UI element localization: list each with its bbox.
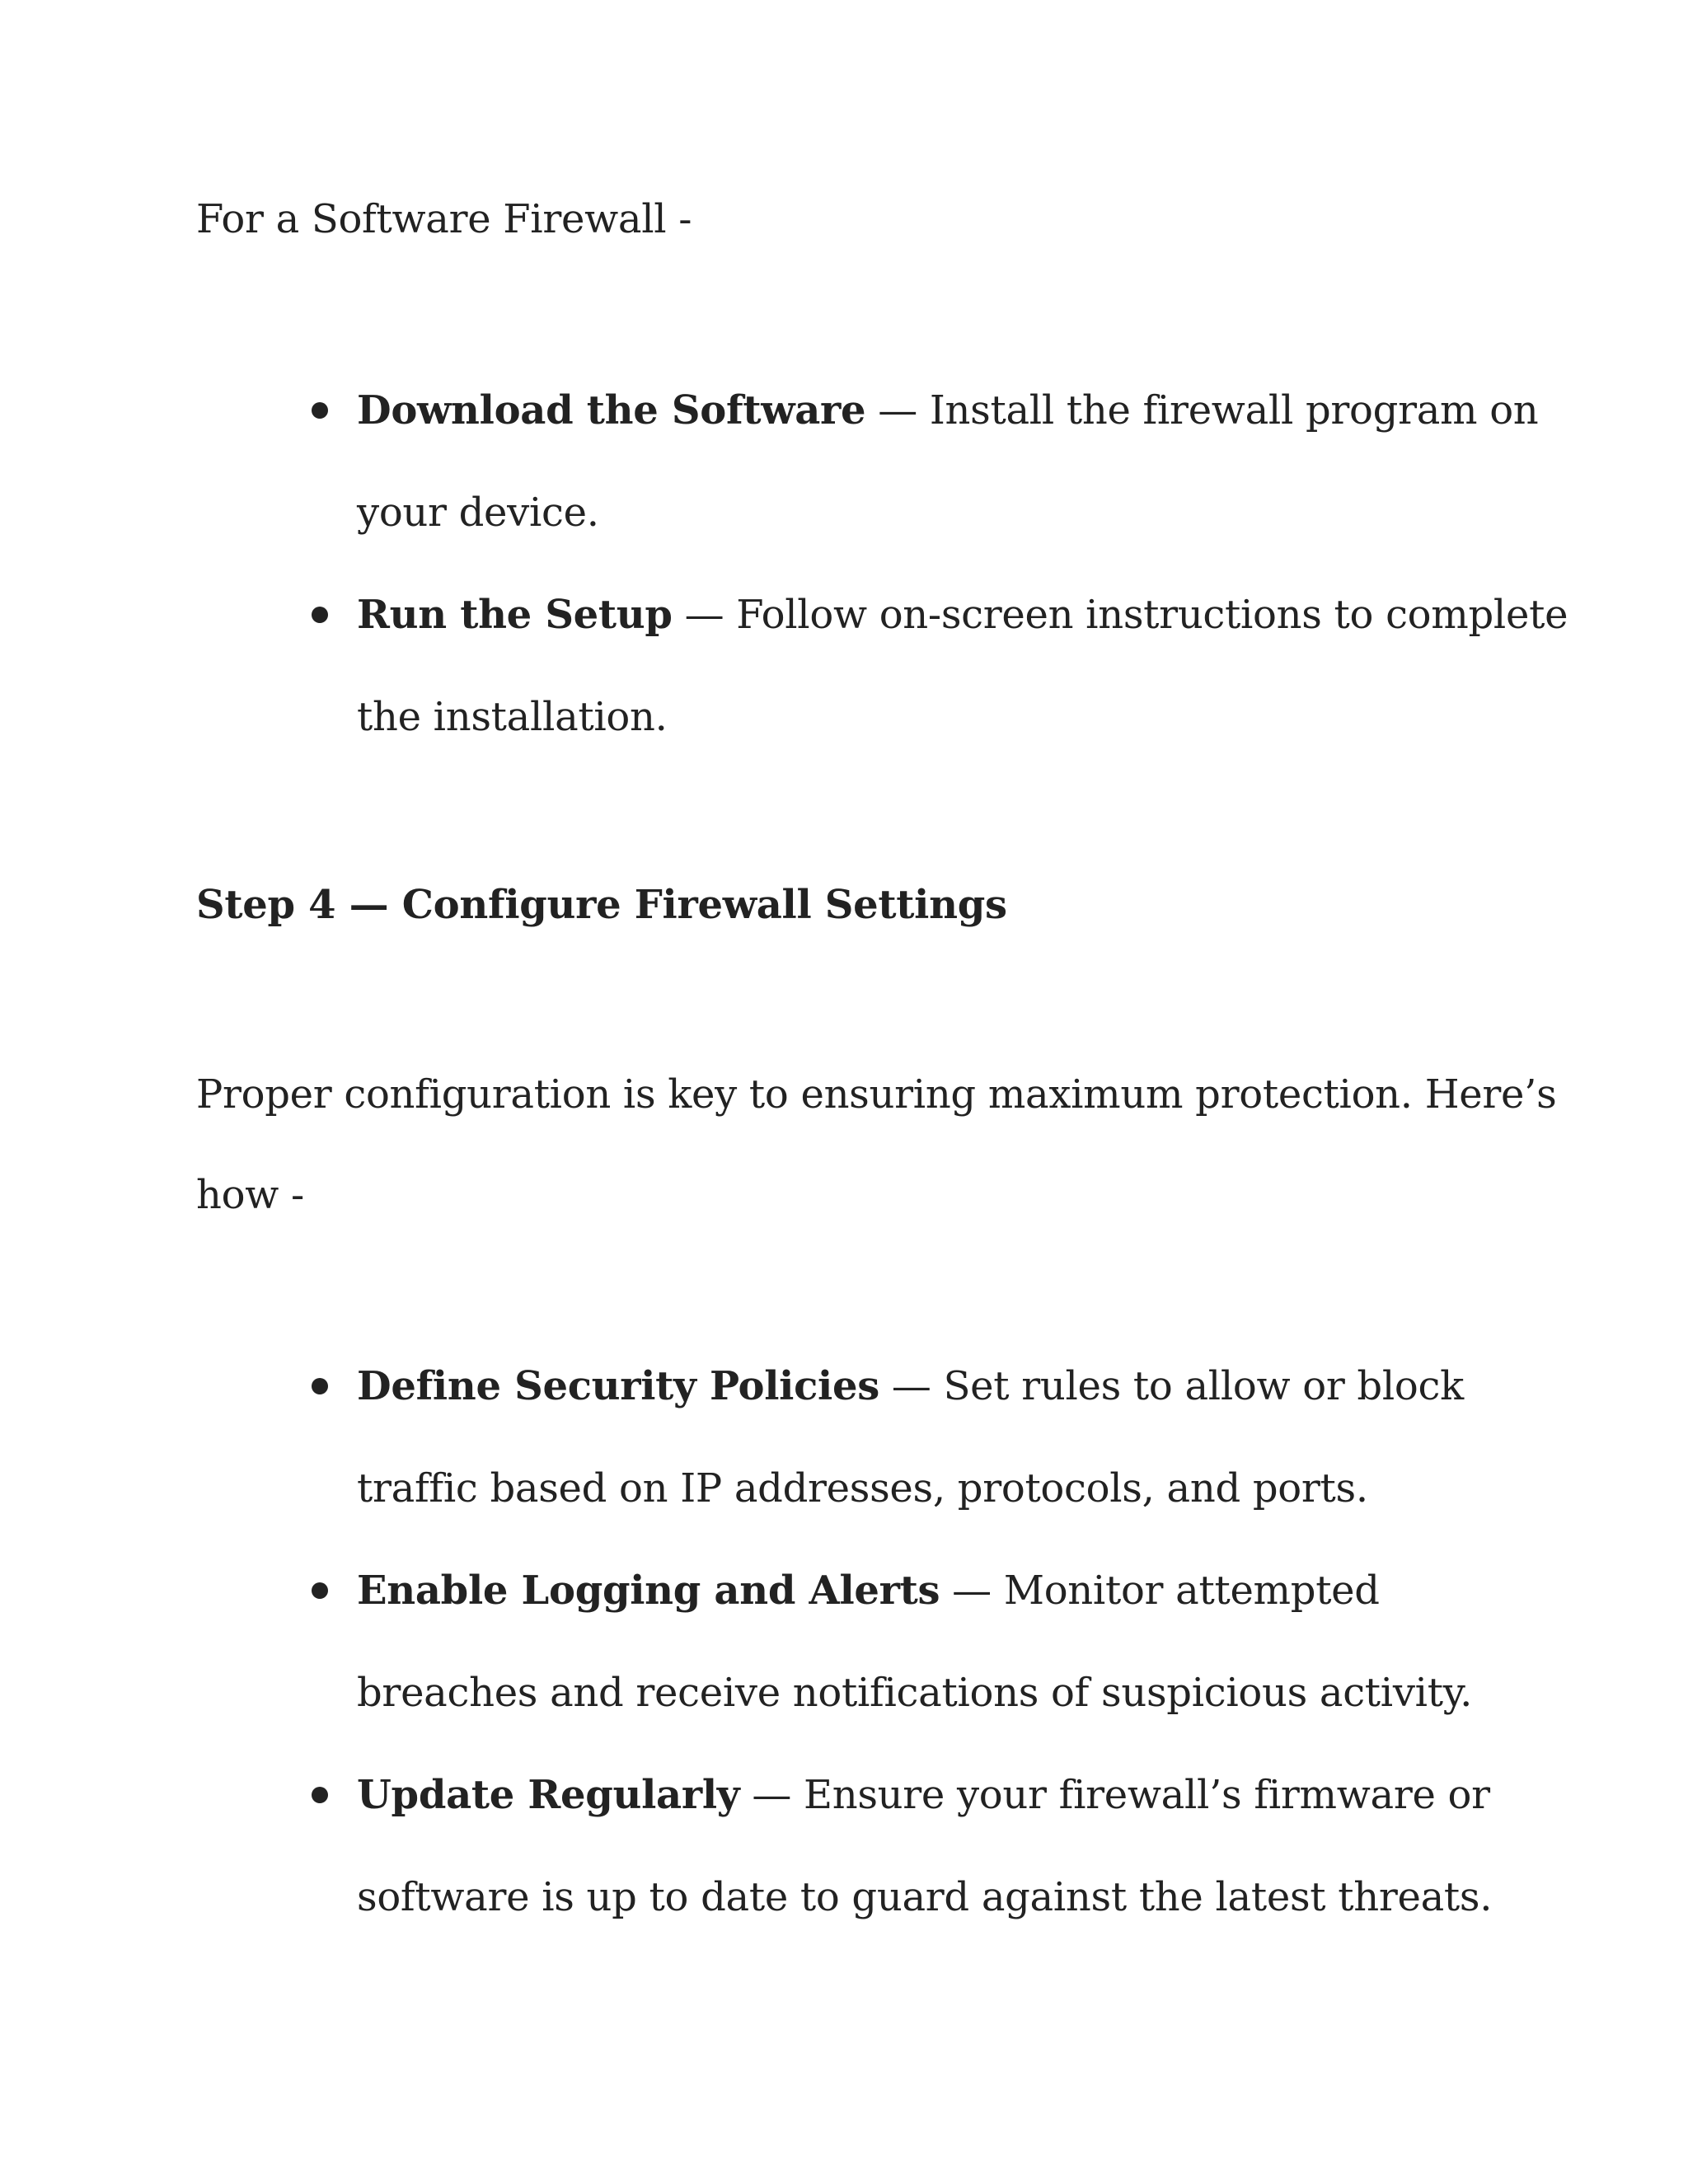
paragraph-line: Proper configuration is key to ensuring maximum protection. Here’s <box>196 1071 1557 1118</box>
bullet-icon <box>312 1378 328 1394</box>
list-item-title: Define Security Policies <box>357 1363 879 1409</box>
bullet-icon <box>312 1787 328 1803</box>
list-item-line <box>357 1566 1380 1615</box>
section-heading: Step 4 — Configure Firewall Settings <box>196 882 1007 928</box>
paragraph-line: how - <box>196 1172 304 1218</box>
list-item-text: Follow on-screen instructions to complete <box>736 592 1568 638</box>
em-dash: — <box>739 1772 804 1818</box>
list-item-line <box>357 386 1538 435</box>
bullet-icon <box>312 607 328 623</box>
software-firewall-intro: For a Software Firewall - <box>196 196 692 242</box>
list-item-title: Run the Setup <box>357 592 673 638</box>
list-item-title: Download the Software <box>357 387 866 434</box>
list-item-text: Install the firewall program on <box>929 387 1539 434</box>
list-item-text-continued: software is up to date to guard against the latest threats. <box>357 1874 1493 1920</box>
list-item-text: Monitor attempted <box>1003 1568 1380 1614</box>
em-dash: — <box>865 387 930 434</box>
list-item-text-continued: the installation. <box>357 694 668 740</box>
list-item-text-continued: your device. <box>357 490 599 536</box>
list-item-title: Enable Logging and Alerts <box>357 1568 940 1614</box>
list-item-line <box>357 1770 1490 1820</box>
list-item-text-continued: traffic based on IP addresses, protocols, and ports. <box>357 1465 1368 1511</box>
list-item-title: Update Regularly <box>357 1772 740 1818</box>
em-dash: — <box>940 1568 1004 1614</box>
list-item-text-continued: breaches and receive notifications of suspicious activity. <box>357 1670 1473 1716</box>
em-dash: — <box>879 1363 944 1409</box>
list-item-text: Ensure your firewall’s firmware or <box>803 1772 1490 1818</box>
bullet-icon <box>312 1582 328 1599</box>
list-item-text: Set rules to allow or block <box>943 1363 1464 1409</box>
bullet-icon <box>312 402 328 419</box>
em-dash: — <box>672 592 737 638</box>
list-item-line <box>357 1361 1464 1411</box>
list-item-line <box>357 590 1568 640</box>
